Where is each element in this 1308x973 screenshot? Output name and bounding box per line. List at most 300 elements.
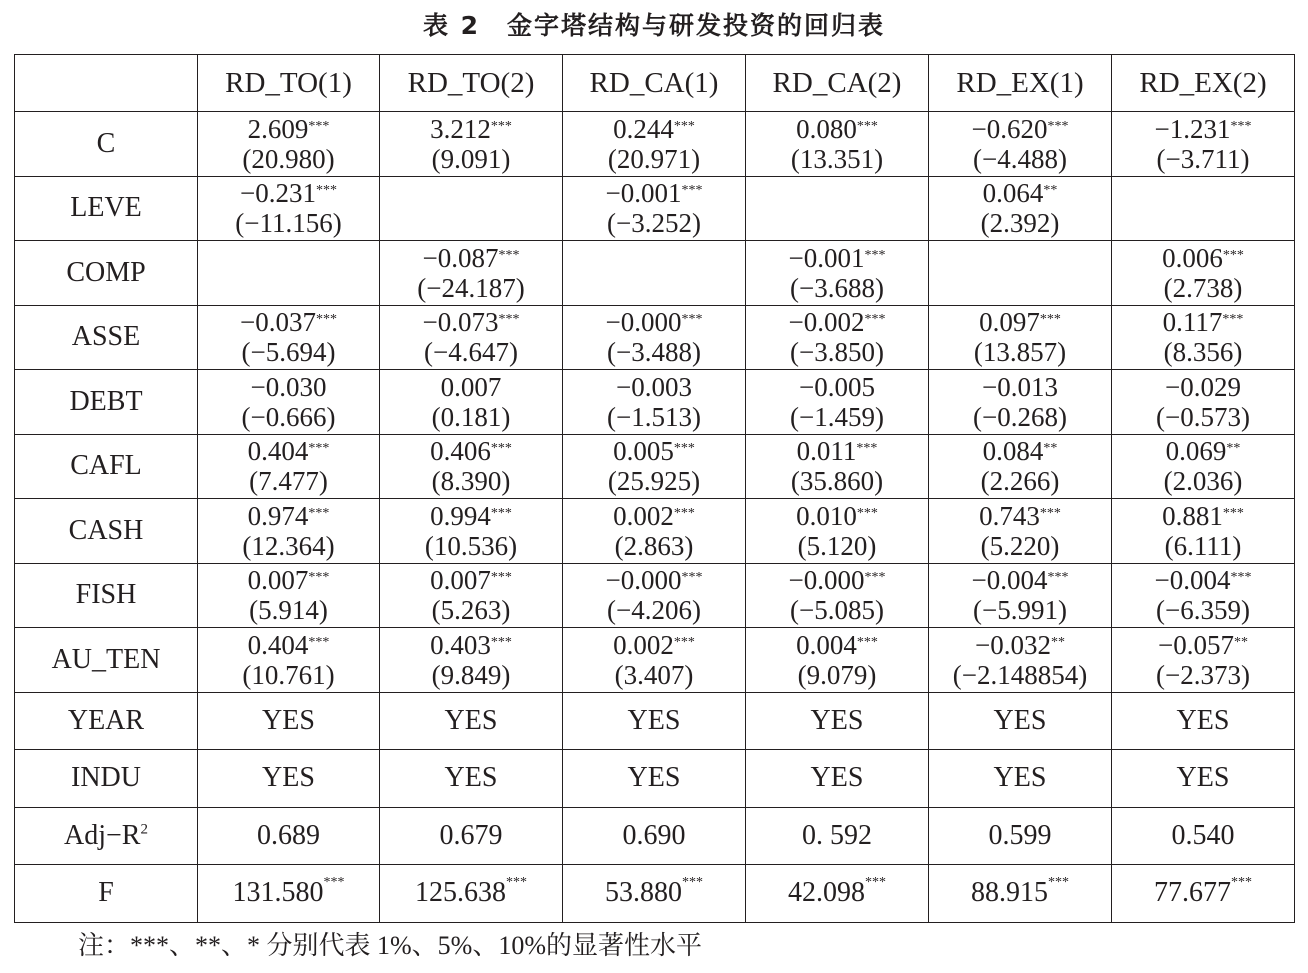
estimate-cell xyxy=(380,241,563,306)
estimate-cell xyxy=(380,305,563,370)
coefficient xyxy=(929,307,1111,337)
estimate-cell xyxy=(929,434,1112,499)
table-row xyxy=(15,499,1295,564)
column-header: RD_TO(1) xyxy=(198,55,380,112)
adj-r2-value: 0.689 xyxy=(198,807,380,865)
t-statistic: (10.536) xyxy=(424,530,518,561)
significance-stars: *** xyxy=(498,312,520,328)
adj-r2-value: 0.679 xyxy=(380,807,563,865)
coefficient xyxy=(198,565,379,595)
coefficient-value: 2.609 xyxy=(247,113,309,144)
variable-name: C xyxy=(15,112,198,177)
f-stat-cell xyxy=(746,865,929,923)
coefficient xyxy=(563,565,745,595)
column-header: RD_EX(1) xyxy=(929,55,1112,112)
coefficient-value: 0.080 xyxy=(796,113,857,144)
coefficient xyxy=(198,114,379,144)
control-indicator: YES xyxy=(563,692,746,750)
estimate-cell xyxy=(563,563,746,628)
significance-stars: *** xyxy=(864,570,886,586)
estimate-cell xyxy=(746,370,929,435)
coefficient-value: 0.064 xyxy=(982,178,1044,209)
estimate-cell xyxy=(1112,370,1295,435)
coefficient-value: −0.000 xyxy=(788,565,865,596)
estimate-cell xyxy=(746,434,929,499)
t-statistic: (−4.206) xyxy=(607,595,701,626)
coefficient-value: −0.030 xyxy=(250,371,327,402)
control-row xyxy=(15,750,1295,808)
column-header: RD_CA(2) xyxy=(746,55,929,112)
estimate-cell xyxy=(746,563,929,628)
significance-stars: *** xyxy=(1222,312,1244,328)
estimate-cell xyxy=(746,241,929,306)
coefficient xyxy=(563,178,745,208)
coefficient-value: −0.002 xyxy=(788,307,865,338)
coefficient xyxy=(380,307,562,337)
t-statistic: (−4.488) xyxy=(973,143,1067,174)
coefficient xyxy=(563,114,745,144)
significance-stars: *** xyxy=(308,634,330,650)
estimate-cell xyxy=(198,112,380,177)
control-row xyxy=(15,692,1295,750)
estimate-cell xyxy=(929,499,1112,564)
significance-stars: *** xyxy=(315,183,337,199)
significance-stars: *** xyxy=(506,875,527,891)
variable-name: LEVE xyxy=(15,176,198,241)
coefficient xyxy=(563,372,745,402)
significance-stars: ** xyxy=(1043,441,1058,457)
coefficient xyxy=(380,436,562,466)
significance-stars: *** xyxy=(308,118,330,134)
significance-stars: *** xyxy=(673,441,695,457)
coefficient-value: 0.084 xyxy=(982,436,1044,467)
t-statistic: (−0.268) xyxy=(973,401,1067,432)
coefficient xyxy=(1112,114,1294,144)
adj-r2-superscript: 2 xyxy=(140,821,148,838)
significance-stars: *** xyxy=(308,570,330,586)
coefficient xyxy=(929,178,1111,208)
t-statistic: (9.849) xyxy=(431,659,511,690)
coefficient xyxy=(198,307,379,337)
significance-stars: *** xyxy=(864,247,886,263)
coefficient xyxy=(746,436,928,466)
coefficient xyxy=(1112,565,1294,595)
coefficient-value: 0.005 xyxy=(613,436,674,467)
f-stat-value: 131.580 xyxy=(232,877,324,909)
adj-r2-value: 0. 592 xyxy=(746,807,929,865)
variable-name: CAFL xyxy=(15,434,198,499)
coefficient xyxy=(929,565,1111,595)
variable-name: DEBT xyxy=(15,370,198,435)
significance-stars: *** xyxy=(865,875,886,891)
estimate-cell xyxy=(198,305,380,370)
coefficient xyxy=(198,630,379,660)
estimate-cell xyxy=(929,305,1112,370)
significance-stars: *** xyxy=(1231,875,1252,891)
significance-stars: *** xyxy=(1047,118,1069,134)
significance-stars: *** xyxy=(490,634,512,650)
estimate-cell xyxy=(746,176,929,241)
t-statistic: (7.477) xyxy=(249,466,328,497)
coefficient xyxy=(929,114,1111,144)
estimate-cell xyxy=(380,563,563,628)
coefficient-value: −0.000 xyxy=(605,565,682,596)
t-statistic: (−4.647) xyxy=(424,337,518,368)
f-stat-value: 125.638 xyxy=(415,877,506,909)
significance-stars: *** xyxy=(308,505,330,521)
significance-stars: *** xyxy=(490,570,512,586)
variable-name: FISH xyxy=(15,563,198,628)
estimate-cell xyxy=(746,499,929,564)
t-statistic: (2.392) xyxy=(980,208,1060,239)
t-statistic: (20.980) xyxy=(242,143,335,174)
significance-stars: *** xyxy=(681,312,703,328)
coefficient-value: −0.003 xyxy=(616,371,692,402)
estimate-cell xyxy=(929,176,1112,241)
t-statistic: (5.914) xyxy=(249,595,328,626)
control-indicator: YES xyxy=(380,692,563,750)
coefficient xyxy=(929,630,1111,660)
t-statistic: (−11.156) xyxy=(235,208,342,239)
t-statistic: (−5.694) xyxy=(241,337,336,368)
t-statistic: (−3.252) xyxy=(607,208,701,239)
f-stat-value: 77.677 xyxy=(1154,877,1231,909)
estimate-cell xyxy=(929,628,1112,693)
coefficient-value: 0.069 xyxy=(1165,436,1227,467)
coefficient-value: −1.231 xyxy=(1154,113,1231,144)
estimate-cell xyxy=(198,499,380,564)
significance-stars: ** xyxy=(1050,634,1065,650)
control-indicator: YES xyxy=(198,750,380,808)
estimate-cell xyxy=(380,499,563,564)
estimate-cell xyxy=(380,628,563,693)
t-statistic: (2.863) xyxy=(614,530,694,561)
coefficient-value: −0.001 xyxy=(788,242,865,273)
estimate-cell xyxy=(563,305,746,370)
corner-cell xyxy=(15,55,198,112)
estimate-cell xyxy=(380,112,563,177)
variable-name: INDU xyxy=(15,750,198,808)
coefficient xyxy=(198,178,379,208)
control-indicator: YES xyxy=(929,692,1112,750)
variable-name: COMP xyxy=(15,241,198,306)
coefficient-value: −0.087 xyxy=(422,242,499,273)
f-stat-cell xyxy=(929,865,1112,923)
variable-name: CASH xyxy=(15,499,198,564)
table-row xyxy=(15,241,1295,306)
regression-table xyxy=(14,54,1295,923)
coefficient-value: −0.620 xyxy=(971,113,1048,144)
coefficient xyxy=(1112,436,1294,466)
control-indicator: YES xyxy=(563,750,746,808)
t-statistic: (−0.573) xyxy=(1156,401,1250,432)
t-statistic: (−24.187) xyxy=(417,272,525,303)
variable-name xyxy=(15,807,198,865)
t-statistic: (−6.359) xyxy=(1156,595,1250,626)
coefficient-value: −0.231 xyxy=(240,178,316,209)
significance-stars: *** xyxy=(1222,505,1244,521)
f-stat-value: 53.880 xyxy=(605,877,682,909)
coefficient-value: 0.011 xyxy=(796,436,857,467)
t-statistic: (10.761) xyxy=(242,659,335,690)
t-statistic: (5.220) xyxy=(980,530,1060,561)
coefficient xyxy=(563,630,745,660)
t-statistic: (20.971) xyxy=(607,143,701,174)
t-statistic: (13.857) xyxy=(973,337,1067,368)
table-row xyxy=(15,176,1295,241)
coefficient-value: 0.002 xyxy=(613,500,674,531)
coefficient-value: 0.404 xyxy=(247,629,309,660)
coefficient-value: −0.032 xyxy=(975,629,1051,660)
table-row xyxy=(15,370,1295,435)
estimate-cell xyxy=(929,241,1112,306)
t-statistic: (−2.148854) xyxy=(952,659,1088,690)
estimate-cell xyxy=(198,434,380,499)
estimate-cell xyxy=(929,563,1112,628)
t-statistic: (9.091) xyxy=(431,143,511,174)
significance-stars: *** xyxy=(681,570,703,586)
coefficient-value: 0.117 xyxy=(1162,307,1223,338)
t-statistic: (−1.459) xyxy=(790,401,884,432)
significance-stars: *** xyxy=(1222,247,1244,263)
significance-stars: ** xyxy=(1043,183,1058,199)
coefficient xyxy=(1112,630,1294,660)
t-statistic: (2.266) xyxy=(980,466,1060,497)
coefficient xyxy=(380,565,562,595)
variable-name: YEAR xyxy=(15,692,198,750)
t-statistic: (25.925) xyxy=(607,466,701,497)
coefficient-value: 0.002 xyxy=(613,629,674,660)
control-indicator: YES xyxy=(1112,750,1295,808)
t-statistic: (2.036) xyxy=(1163,466,1243,497)
coefficient-value: 0.974 xyxy=(247,500,309,531)
estimate-cell xyxy=(563,628,746,693)
t-statistic: (6.111) xyxy=(1164,530,1242,561)
coefficient xyxy=(198,372,379,402)
estimate-cell xyxy=(1112,176,1295,241)
control-indicator: YES xyxy=(746,750,929,808)
coefficient-value: 0.881 xyxy=(1162,500,1223,531)
coefficient-value: 0.010 xyxy=(796,500,857,531)
f-stat-value: 88.915 xyxy=(971,877,1048,909)
estimate-cell xyxy=(198,563,380,628)
significance-stars: *** xyxy=(1230,570,1252,586)
coefficient-value: −0.001 xyxy=(605,178,682,209)
coefficient-value: 0.244 xyxy=(613,113,674,144)
coefficient xyxy=(563,436,745,466)
significance-stars: *** xyxy=(490,118,512,134)
adj-r2-row xyxy=(15,807,1295,865)
table-row xyxy=(15,305,1295,370)
f-stat-cell xyxy=(198,865,380,923)
coefficient xyxy=(1112,307,1294,337)
coefficient xyxy=(746,307,928,337)
coefficient xyxy=(746,114,928,144)
coefficient xyxy=(746,372,928,402)
coefficient-value: −0.005 xyxy=(799,371,875,402)
control-indicator: YES xyxy=(380,750,563,808)
significance-stars: *** xyxy=(1048,875,1069,891)
significance-stars: *** xyxy=(323,875,345,891)
estimate-cell xyxy=(198,628,380,693)
coefficient-value: 0.007 xyxy=(247,565,309,596)
estimate-cell xyxy=(563,434,746,499)
estimate-cell xyxy=(1112,499,1295,564)
coefficient xyxy=(746,243,928,273)
coefficient-value: 0.007 xyxy=(430,565,491,596)
estimate-cell xyxy=(1112,305,1295,370)
coefficient xyxy=(746,565,928,595)
t-statistic: (−3.850) xyxy=(790,337,884,368)
coefficient-value: 0.004 xyxy=(796,629,857,660)
coefficient xyxy=(1112,243,1294,273)
coefficient xyxy=(563,307,745,337)
coefficient xyxy=(380,630,562,660)
column-header: RD_CA(1) xyxy=(563,55,746,112)
t-statistic: (−5.991) xyxy=(973,595,1067,626)
coefficient xyxy=(1112,501,1294,531)
coefficient xyxy=(929,501,1111,531)
t-statistic: (35.860) xyxy=(790,466,884,497)
coefficient-value: −0.013 xyxy=(982,371,1058,402)
significance-stars: ** xyxy=(1233,634,1248,650)
t-statistic: (5.263) xyxy=(431,595,511,626)
significance-stars: *** xyxy=(856,441,878,457)
coefficient xyxy=(1112,372,1294,402)
estimate-cell xyxy=(929,112,1112,177)
coefficient xyxy=(198,501,379,531)
significance-stars: *** xyxy=(1039,312,1061,328)
adj-r2-value: 0.690 xyxy=(563,807,746,865)
coefficient-value: −0.037 xyxy=(240,307,316,338)
table-note: 注：***、**、* 分别代表 1%、5%、10%的显著性水平 xyxy=(78,931,702,960)
coefficient xyxy=(746,630,928,660)
coefficient-value: 0.097 xyxy=(979,307,1040,338)
coefficient xyxy=(380,243,562,273)
significance-stars: *** xyxy=(681,183,703,199)
coefficient-value: 0.994 xyxy=(430,500,491,531)
coefficient-value: 0.007 xyxy=(440,371,502,402)
table-row xyxy=(15,112,1295,177)
table-row xyxy=(15,563,1295,628)
estimate-cell xyxy=(380,370,563,435)
t-statistic: (5.120) xyxy=(797,530,877,561)
control-indicator: YES xyxy=(929,750,1112,808)
control-indicator: YES xyxy=(746,692,929,750)
coefficient xyxy=(929,372,1111,402)
t-statistic: (9.079) xyxy=(797,659,877,690)
coefficient-value: −0.057 xyxy=(1158,629,1234,660)
f-stat-cell xyxy=(563,865,746,923)
table-row xyxy=(15,434,1295,499)
estimate-cell xyxy=(380,434,563,499)
control-indicator: YES xyxy=(1112,692,1295,750)
table-title: 表 2 金字塔结构与研发投资的回归表 xyxy=(422,11,886,40)
estimate-cell xyxy=(1112,628,1295,693)
coefficient xyxy=(746,501,928,531)
estimate-cell xyxy=(1112,112,1295,177)
estimate-cell xyxy=(198,176,380,241)
significance-stars: *** xyxy=(856,634,878,650)
coefficient xyxy=(563,501,745,531)
estimate-cell xyxy=(563,370,746,435)
coefficient-value: 3.212 xyxy=(430,113,491,144)
t-statistic: (−0.666) xyxy=(241,401,336,432)
estimate-cell xyxy=(198,370,380,435)
coefficient xyxy=(380,501,562,531)
estimate-cell xyxy=(1112,241,1295,306)
coefficient-value: −0.004 xyxy=(971,565,1048,596)
significance-stars: *** xyxy=(308,441,330,457)
header-row xyxy=(15,55,1295,112)
adj-r2-label: Adj−R xyxy=(64,819,141,851)
variable-name: AU_TEN xyxy=(15,628,198,693)
t-statistic: (−3.711) xyxy=(1156,143,1250,174)
significance-stars: *** xyxy=(682,875,703,891)
t-statistic: (−3.488) xyxy=(607,337,701,368)
significance-stars: *** xyxy=(1039,505,1061,521)
estimate-cell xyxy=(380,176,563,241)
significance-stars: *** xyxy=(864,312,886,328)
estimate-cell xyxy=(563,112,746,177)
f-stat-cell xyxy=(380,865,563,923)
t-statistic: (3.407) xyxy=(614,659,694,690)
t-statistic: (−2.373) xyxy=(1156,659,1250,690)
significance-stars: *** xyxy=(856,505,878,521)
t-statistic: (8.356) xyxy=(1163,337,1243,368)
estimate-cell xyxy=(1112,563,1295,628)
significance-stars: *** xyxy=(673,505,695,521)
table-row xyxy=(15,628,1295,693)
significance-stars: ** xyxy=(1226,441,1241,457)
estimate-cell xyxy=(746,628,929,693)
variable-name: F xyxy=(15,865,198,923)
coefficient-value: −0.073 xyxy=(422,307,499,338)
t-statistic: (−1.513) xyxy=(607,401,701,432)
coefficient xyxy=(198,436,379,466)
coefficient xyxy=(380,114,562,144)
coefficient xyxy=(380,372,562,402)
coefficient-value: −0.000 xyxy=(605,307,682,338)
f-stat-row xyxy=(15,865,1295,923)
significance-stars: *** xyxy=(498,247,520,263)
estimate-cell xyxy=(563,176,746,241)
coefficient xyxy=(929,436,1111,466)
t-statistic: (0.181) xyxy=(431,401,511,432)
t-statistic: (−5.085) xyxy=(790,595,884,626)
estimate-cell xyxy=(563,241,746,306)
t-statistic: (2.738) xyxy=(1163,272,1243,303)
significance-stars: *** xyxy=(490,441,512,457)
variable-name: ASSE xyxy=(15,305,198,370)
estimate-cell xyxy=(563,499,746,564)
column-header: RD_EX(2) xyxy=(1112,55,1295,112)
coefficient-value: −0.004 xyxy=(1154,565,1231,596)
significance-stars: *** xyxy=(673,118,695,134)
t-statistic: (8.390) xyxy=(431,466,511,497)
significance-stars: *** xyxy=(490,505,512,521)
adj-r2-value: 0.599 xyxy=(929,807,1112,865)
t-statistic: (12.364) xyxy=(242,530,335,561)
significance-stars: *** xyxy=(315,312,337,328)
coefficient-value: 0.006 xyxy=(1162,242,1223,273)
t-statistic: (13.351) xyxy=(790,143,884,174)
f-stat-cell xyxy=(1112,865,1295,923)
significance-stars: *** xyxy=(856,118,878,134)
significance-stars: *** xyxy=(1230,118,1252,134)
estimate-cell xyxy=(198,241,380,306)
adj-r2-value: 0.540 xyxy=(1112,807,1295,865)
